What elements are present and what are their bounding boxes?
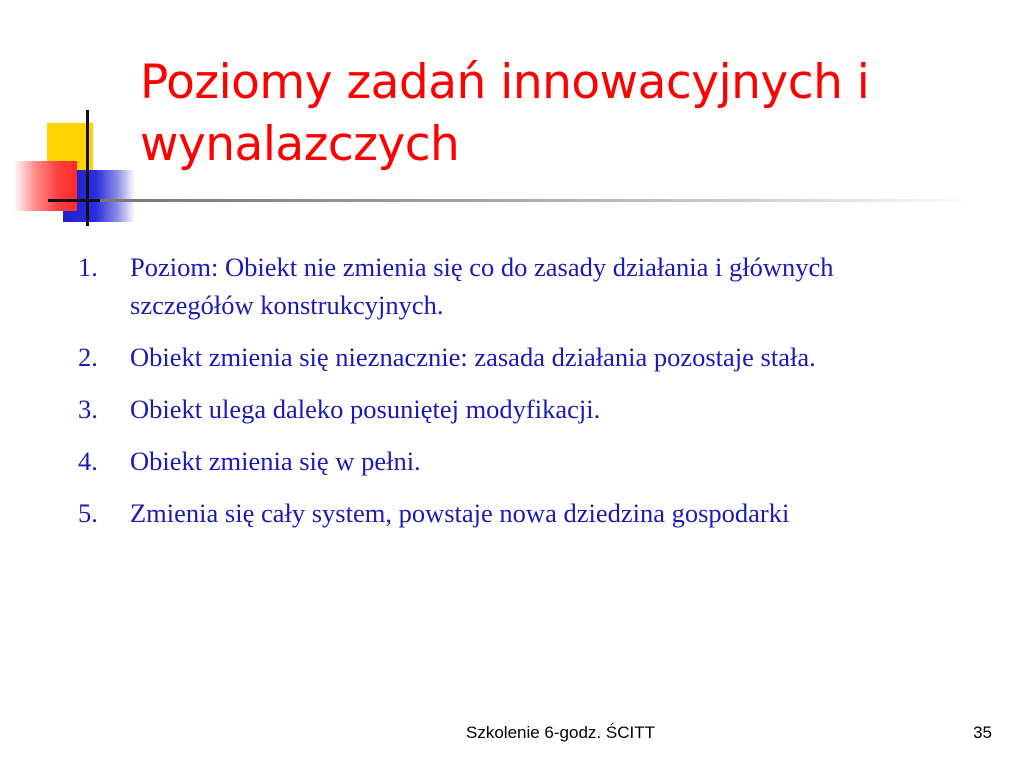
list-item-text: Obiekt ulega daleko posuniętej modyfikacji. [130, 394, 601, 424]
list-item-text: Poziom: Obiekt nie zmienia się co do zasady działania i głównych szczegółów konstrukcyjnych. [130, 252, 834, 320]
title-underline-rule [100, 199, 980, 202]
numbered-list [78, 248, 958, 546]
list-item-text: Obiekt zmienia się nieznacznie: zasada działania pozostaje stała. [130, 342, 816, 372]
slide-title: Poziomy zadań innowacyjnych i wynalazczych [140, 55, 870, 172]
page-number: 35 [973, 723, 992, 742]
logo-red-square [13, 161, 77, 211]
list-item [78, 248, 958, 324]
list-item-number: 4. [78, 446, 98, 476]
list-item-text: Obiekt zmienia się w pełni. [130, 446, 421, 476]
list-item [78, 442, 958, 480]
list-item [78, 338, 958, 376]
list-item-number: 2. [78, 342, 98, 372]
list-item [78, 494, 958, 532]
logo-vertical-line [86, 110, 89, 226]
list-item-number: 3. [78, 394, 98, 424]
list-item-number: 5. [78, 498, 98, 528]
list-item-number: 1. [78, 252, 98, 282]
footer-caption: Szkolenie 6-godz. ŚCITT [466, 723, 655, 742]
list-item [78, 390, 958, 428]
list-item-text: Zmienia się cały system, powstaje nowa dziedzina gospodarki [130, 498, 790, 528]
